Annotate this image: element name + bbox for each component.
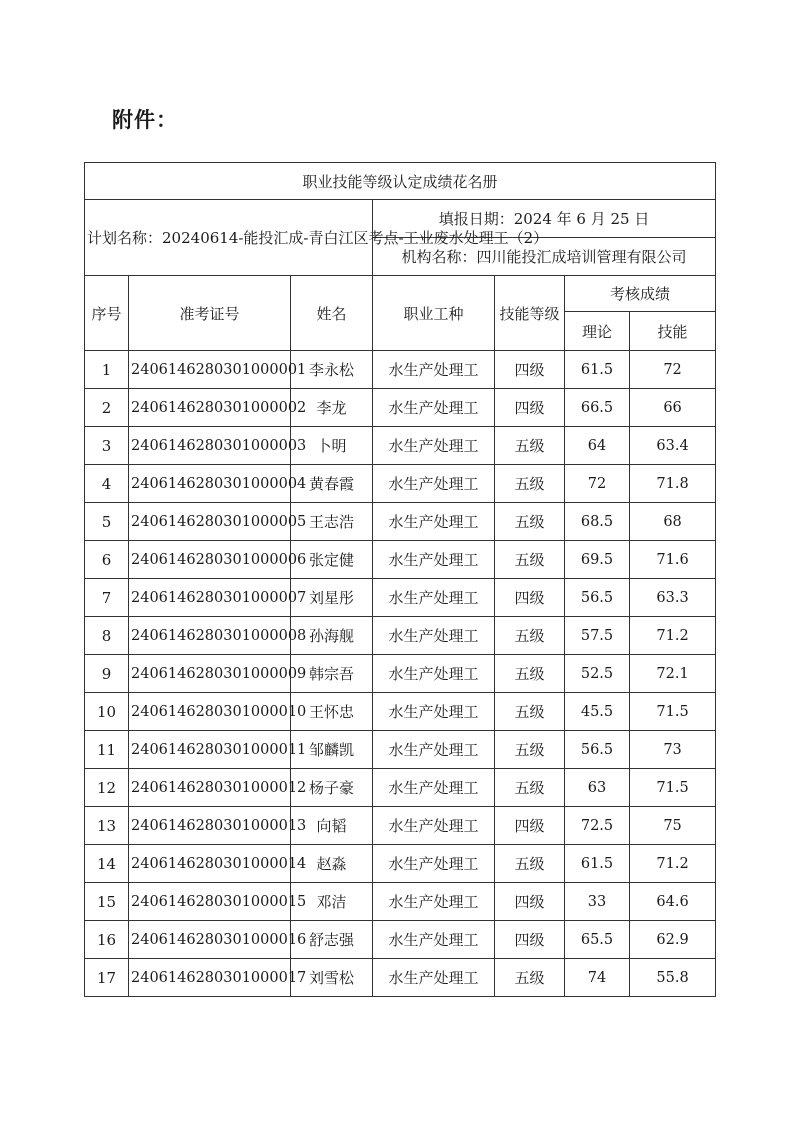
row-exam-id: 2406146280301000016 — [129, 921, 291, 959]
row-exam-id: 2406146280301000012 — [129, 769, 291, 807]
table-title: 职业技能等级认定成绩花名册 — [85, 163, 716, 200]
row-name: 黄春霞 — [291, 465, 373, 503]
row-occupation: 水生产处理工 — [373, 579, 495, 617]
row-name: 刘星彤 — [291, 579, 373, 617]
row-seq: 16 — [85, 921, 129, 959]
row-level: 五级 — [495, 541, 565, 579]
row-skill-score: 63.4 — [630, 427, 716, 465]
table-row — [85, 959, 716, 997]
row-level: 四级 — [495, 351, 565, 389]
row-exam-id: 2406146280301000011 — [129, 731, 291, 769]
table-row — [85, 655, 716, 693]
header-exam-id: 准考证号 — [129, 276, 291, 351]
org-name-value: 四川能投汇成培训管理有限公司 — [476, 248, 687, 266]
row-skill-score: 71.2 — [630, 845, 716, 883]
row-occupation: 水生产处理工 — [373, 807, 495, 845]
row-seq: 14 — [85, 845, 129, 883]
row-name: 王志浩 — [291, 503, 373, 541]
row-occupation: 水生产处理工 — [373, 959, 495, 997]
row-seq: 8 — [85, 617, 129, 655]
row-name: 舒志强 — [291, 921, 373, 959]
row-name: 孙海舰 — [291, 617, 373, 655]
row-seq: 12 — [85, 769, 129, 807]
header-name: 姓名 — [291, 276, 373, 351]
row-level: 四级 — [495, 921, 565, 959]
row-seq: 11 — [85, 731, 129, 769]
row-level: 四级 — [495, 579, 565, 617]
row-seq: 4 — [85, 465, 129, 503]
table-row — [85, 503, 716, 541]
row-skill-score: 71.8 — [630, 465, 716, 503]
fill-date-label: 填报日期： — [438, 210, 514, 228]
row-skill-score: 71.5 — [630, 769, 716, 807]
table-row — [85, 427, 716, 465]
row-seq: 2 — [85, 389, 129, 427]
row-exam-id: 2406146280301000006 — [129, 541, 291, 579]
row-theory-score: 61.5 — [565, 351, 630, 389]
row-occupation: 水生产处理工 — [373, 845, 495, 883]
row-exam-id: 2406146280301000007 — [129, 579, 291, 617]
row-theory-score: 74 — [565, 959, 630, 997]
row-level: 五级 — [495, 731, 565, 769]
row-exam-id: 2406146280301000002 — [129, 389, 291, 427]
table-row — [85, 351, 716, 389]
row-level: 五级 — [495, 959, 565, 997]
row-occupation: 水生产处理工 — [373, 389, 495, 427]
row-level: 五级 — [495, 617, 565, 655]
row-seq: 6 — [85, 541, 129, 579]
row-theory-score: 68.5 — [565, 503, 630, 541]
fill-date-value: 2024 年 6 月 25 日 — [513, 210, 650, 228]
table-row — [85, 921, 716, 959]
row-theory-score: 61.5 — [565, 845, 630, 883]
row-skill-score: 71.2 — [630, 617, 716, 655]
row-level: 四级 — [495, 389, 565, 427]
table-row — [85, 883, 716, 921]
table-row — [85, 693, 716, 731]
row-exam-id: 2406146280301000004 — [129, 465, 291, 503]
row-theory-score: 69.5 — [565, 541, 630, 579]
row-occupation: 水生产处理工 — [373, 655, 495, 693]
table-row — [85, 807, 716, 845]
row-skill-score: 63.3 — [630, 579, 716, 617]
row-exam-id: 2406146280301000009 — [129, 655, 291, 693]
row-name: 李龙 — [291, 389, 373, 427]
header-seq: 序号 — [85, 276, 129, 351]
table-row — [85, 845, 716, 883]
row-name: 邹麟凯 — [291, 731, 373, 769]
row-seq: 15 — [85, 883, 129, 921]
row-seq: 9 — [85, 655, 129, 693]
row-exam-id: 2406146280301000010 — [129, 693, 291, 731]
plan-name-label: 计划名称： — [87, 228, 163, 247]
row-name: 王怀忠 — [291, 693, 373, 731]
table-row — [85, 389, 716, 427]
table-row — [85, 731, 716, 769]
row-level: 五级 — [495, 769, 565, 807]
row-level: 五级 — [495, 655, 565, 693]
row-skill-score: 64.6 — [630, 883, 716, 921]
table-row — [85, 769, 716, 807]
table-row — [85, 465, 716, 503]
attachment-label: 附件： — [112, 108, 178, 132]
row-theory-score: 45.5 — [565, 693, 630, 731]
row-theory-score: 57.5 — [565, 617, 630, 655]
row-seq: 1 — [85, 351, 129, 389]
row-theory-score: 56.5 — [565, 579, 630, 617]
row-skill-score: 73 — [630, 731, 716, 769]
row-theory-score: 64 — [565, 427, 630, 465]
row-name: 张定健 — [291, 541, 373, 579]
row-occupation: 水生产处理工 — [373, 883, 495, 921]
header-theory: 理论 — [565, 312, 630, 351]
row-seq: 10 — [85, 693, 129, 731]
row-exam-id: 2406146280301000013 — [129, 807, 291, 845]
plan-name-value: 20240614-能投汇成-青白江区考点-工业废水处理工（2） — [162, 228, 549, 247]
row-level: 五级 — [495, 503, 565, 541]
row-theory-score: 72 — [565, 465, 630, 503]
row-skill-score: 72 — [630, 351, 716, 389]
row-theory-score: 56.5 — [565, 731, 630, 769]
row-occupation: 水生产处理工 — [373, 465, 495, 503]
row-seq: 5 — [85, 503, 129, 541]
row-skill-score: 72.1 — [630, 655, 716, 693]
row-theory-score: 65.5 — [565, 921, 630, 959]
row-name: 卜明 — [291, 427, 373, 465]
row-occupation: 水生产处理工 — [373, 731, 495, 769]
row-level: 五级 — [495, 845, 565, 883]
row-name: 刘雪松 — [291, 959, 373, 997]
org-name-label: 机构名称： — [401, 248, 477, 266]
row-exam-id: 2406146280301000008 — [129, 617, 291, 655]
row-level: 四级 — [495, 807, 565, 845]
row-name: 杨子豪 — [291, 769, 373, 807]
row-exam-id: 2406146280301000015 — [129, 883, 291, 921]
row-seq: 7 — [85, 579, 129, 617]
table-row — [85, 617, 716, 655]
row-level: 五级 — [495, 693, 565, 731]
row-skill-score: 68 — [630, 503, 716, 541]
row-occupation: 水生产处理工 — [373, 427, 495, 465]
header-level: 技能等级 — [495, 276, 565, 351]
row-name: 李永松 — [291, 351, 373, 389]
row-occupation: 水生产处理工 — [373, 693, 495, 731]
row-name: 赵淼 — [291, 845, 373, 883]
row-skill-score: 66 — [630, 389, 716, 427]
row-theory-score: 66.5 — [565, 389, 630, 427]
row-occupation: 水生产处理工 — [373, 617, 495, 655]
row-seq: 17 — [85, 959, 129, 997]
row-theory-score: 33 — [565, 883, 630, 921]
row-occupation: 水生产处理工 — [373, 921, 495, 959]
row-exam-id: 2406146280301000017 — [129, 959, 291, 997]
row-exam-id: 2406146280301000014 — [129, 845, 291, 883]
row-theory-score: 52.5 — [565, 655, 630, 693]
row-exam-id: 2406146280301000003 — [129, 427, 291, 465]
score-roster-table — [84, 162, 716, 997]
row-skill-score: 75 — [630, 807, 716, 845]
row-occupation: 水生产处理工 — [373, 351, 495, 389]
row-seq: 13 — [85, 807, 129, 845]
row-skill-score: 71.6 — [630, 541, 716, 579]
row-name: 韩宗吾 — [291, 655, 373, 693]
row-theory-score: 72.5 — [565, 807, 630, 845]
row-occupation: 水生产处理工 — [373, 769, 495, 807]
row-level: 四级 — [495, 883, 565, 921]
row-level: 五级 — [495, 427, 565, 465]
row-skill-score: 62.9 — [630, 921, 716, 959]
table-row — [85, 579, 716, 617]
row-theory-score: 63 — [565, 769, 630, 807]
row-level: 五级 — [495, 465, 565, 503]
row-skill-score: 55.8 — [630, 959, 716, 997]
header-scores: 考核成绩 — [565, 276, 716, 312]
row-name: 向韬 — [291, 807, 373, 845]
row-seq: 3 — [85, 427, 129, 465]
row-skill-score: 71.5 — [630, 693, 716, 731]
header-skill: 技能 — [630, 312, 716, 351]
row-occupation: 水生产处理工 — [373, 541, 495, 579]
header-occupation: 职业工种 — [373, 276, 495, 351]
row-occupation: 水生产处理工 — [373, 503, 495, 541]
row-exam-id: 2406146280301000005 — [129, 503, 291, 541]
table-row — [85, 541, 716, 579]
row-name: 邓洁 — [291, 883, 373, 921]
row-exam-id: 2406146280301000001 — [129, 351, 291, 389]
